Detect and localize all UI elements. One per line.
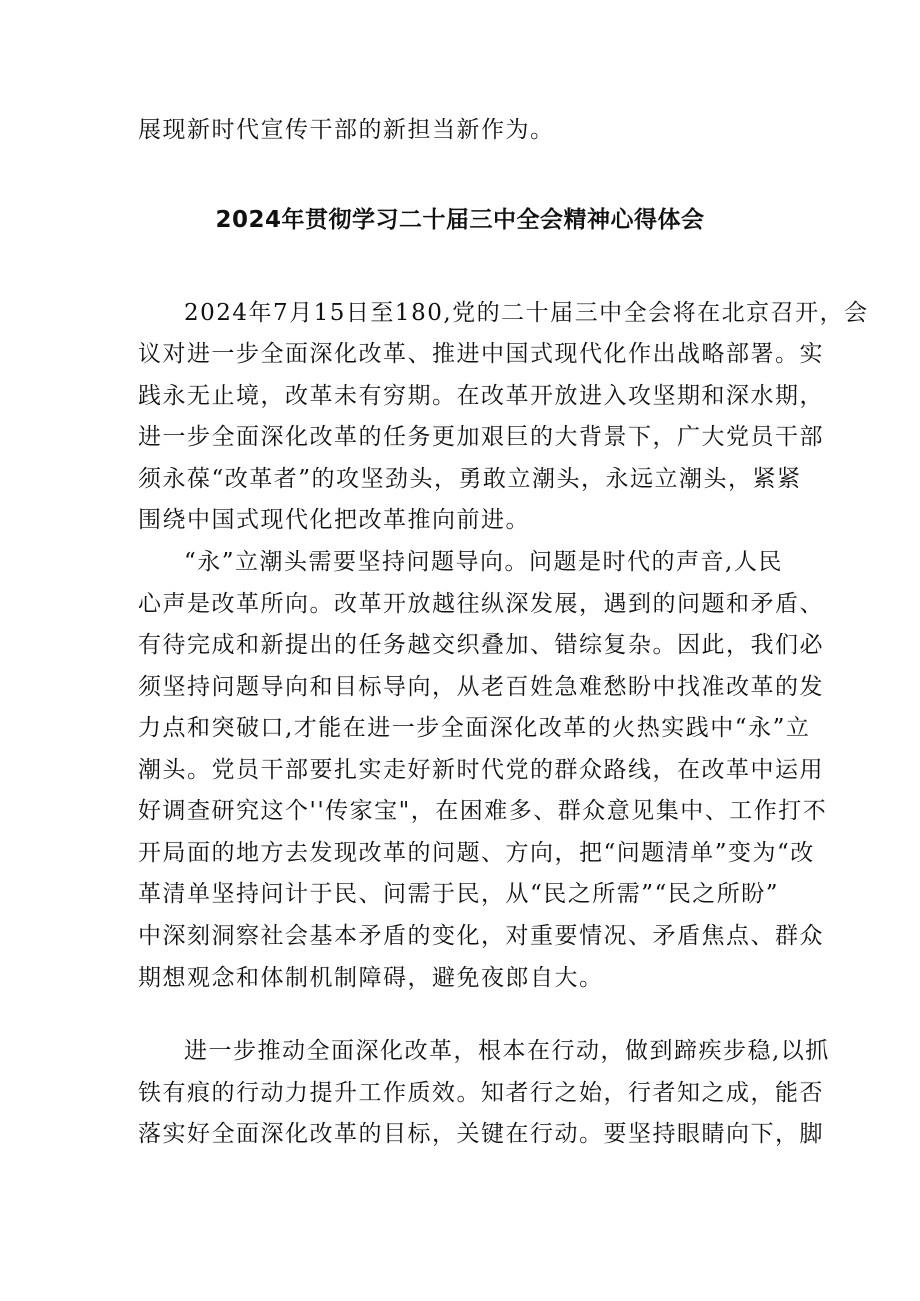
paragraph-line: 议对进一步全面深化改革、推进中国式现代化作出战略部署。实 <box>138 341 824 367</box>
paragraph-line: 期想观念和体制机制障碍，避免夜郎自大。 <box>138 965 604 991</box>
paragraph-line: 革清单坚持问计于民、问需于民，从“民之所需”“民之所盼” <box>138 881 780 907</box>
paragraph-line: 好调查研究这个''传家宝"，在困难多、群众意见集中、工作打不 <box>138 798 828 824</box>
document-title: 2024年贯彻学习二十届三中全会精神心得体会 <box>215 207 705 233</box>
paragraph-line: “永”立潮头需要坚持问题导向。问题是时代的声音,人民 <box>184 549 783 575</box>
paragraph-line: 进一步推动全面深化改革，根本在行动，做到蹄疾步稳,以抓 <box>184 1038 830 1064</box>
paragraph-line: 须坚持问题导向和目标导向，从老百姓急难愁盼中找准改革的发 <box>138 674 824 700</box>
paragraph-line: 进一步全面深化改革的任务更加艰巨的大背景下，广大党员干部 <box>138 424 824 450</box>
paragraph-line: 围绕中国式现代化把改革推向前进。 <box>138 507 530 533</box>
paragraph-line: 心声是改革所向。改革开放越往纵深发展，遇到的问题和矛盾、 <box>138 591 824 617</box>
paragraph-line: 力点和突破口,才能在进一步全面深化改革的火热实践中“永”立 <box>138 715 811 741</box>
paragraph-line: 有待完成和新提出的任务越交织叠加、错综复杂。因此，我们必 <box>138 632 824 658</box>
paragraph-line: 开局面的地方去发现改革的问题、方向，把“问题清单”变为“改 <box>138 840 815 866</box>
paragraph-line: 须永葆“改革者”的攻坚劲头，勇敢立潮头，永远立潮头，紧紧 <box>138 466 802 492</box>
lead-line: 展现新时代宣传干部的新担当新作为。 <box>138 117 555 143</box>
paragraph-line: 践永无止境，改革未有穷期。在改革开放进入攻坚期和深水期， <box>138 383 824 409</box>
paragraph-line: 落实好全面深化改革的目标，关键在行动。要坚持眼睛向下，脚 <box>138 1121 824 1147</box>
paragraph-line: 2024年7月15日至180,党的二十届三中全会将在北京召开，会 <box>184 300 869 326</box>
paragraph-line: 铁有痕的行动力提升工作质效。知者行之始，行者知之成，能否 <box>138 1080 824 1106</box>
paragraph-line: 中深刻洞察社会基本矛盾的变化，对重要情况、矛盾焦点、群众 <box>138 923 824 949</box>
paragraph-line: 潮头。党员干部要扎实走好新时代党的群众路线，在改革中运用 <box>138 757 824 783</box>
